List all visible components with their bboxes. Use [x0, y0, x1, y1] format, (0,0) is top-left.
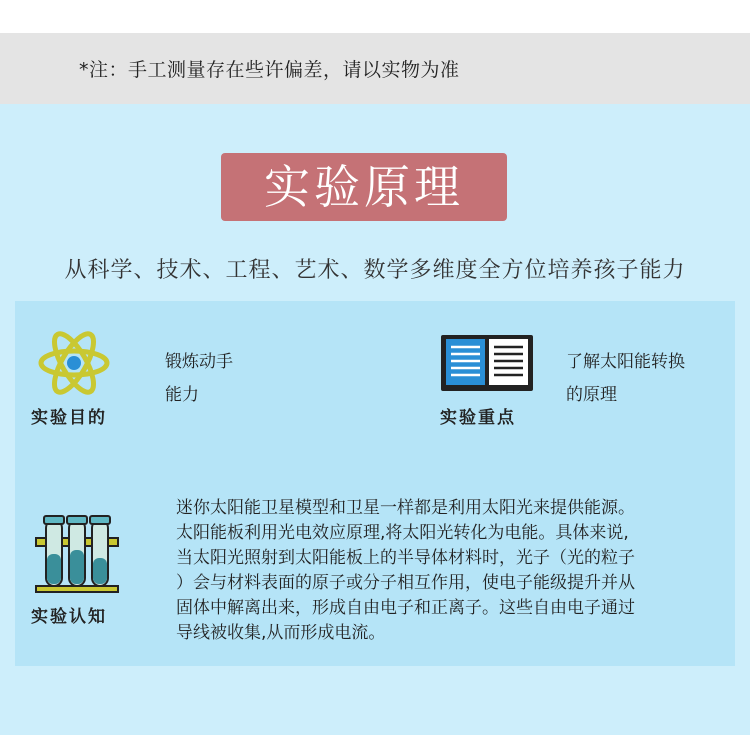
text-line: 固体中解离出来，形成自由电子和正离子。这些自由电子通过	[176, 598, 635, 618]
item-label-focus: 实验重点	[440, 408, 516, 428]
desc-line: 能力	[165, 385, 199, 405]
open-book-icon	[440, 333, 534, 393]
test-tubes-icon	[34, 514, 120, 594]
item-label-purpose: 实验目的	[31, 408, 107, 428]
text-line: 迷你太阳能卫星模型和卫星一样都是利用太阳光来提供能源。	[176, 498, 635, 518]
desc-line: 的原理	[566, 385, 617, 405]
title-box	[221, 153, 507, 221]
item-desc-purpose	[165, 346, 233, 412]
item-desc-focus	[566, 346, 685, 412]
desc-line: 了解太阳能转换	[566, 352, 685, 372]
text-line: 太阳能板利用光电效应原理,将太阳光转化为电能。具体来说,	[176, 523, 629, 543]
note-text: *注：手工测量存在些许偏差，请以实物为准	[79, 59, 460, 81]
atom-icon	[38, 327, 110, 399]
text-line: 当太阳光照射到太阳能板上的半导体材料时，光子（光的粒子	[176, 548, 635, 568]
text-line: ）会与材料表面的原子或分子相互作用，使电子能级提升并从	[176, 573, 635, 593]
text-line: 导线被收集,从而形成电流。	[176, 623, 386, 643]
item-label-cognition: 实验认知	[31, 607, 107, 627]
cognition-text	[176, 496, 716, 646]
subtitle: 从科学、技术、工程、艺术、数学多维度全方位培养孩子能力	[64, 258, 686, 283]
desc-line: 锻炼动手	[165, 352, 233, 372]
section-title: 实验原理	[264, 160, 464, 214]
